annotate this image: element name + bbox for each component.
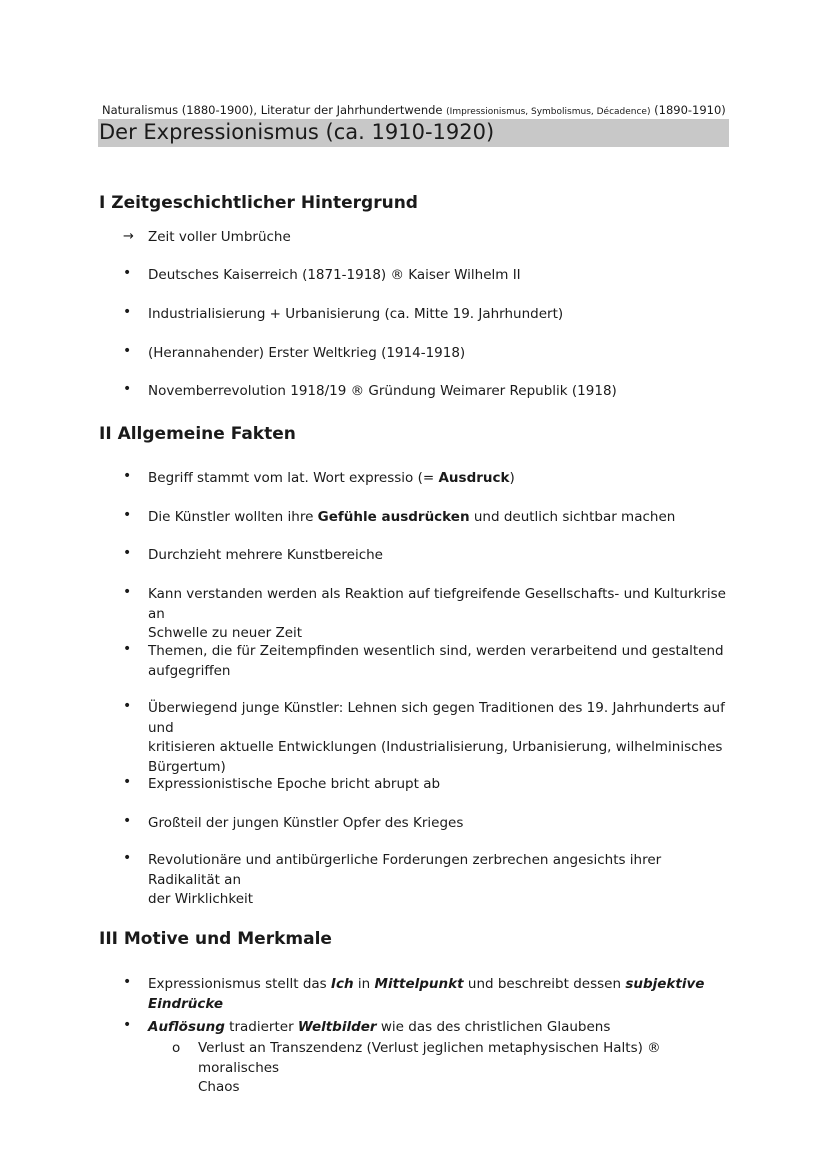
bullet-icon: • [123,265,132,281]
list-item: Auflösung tradierter Weltbilder wie das des christlichen Glaubens [148,1019,611,1035]
list-item: Großteil der jungen Künstler Opfer des Krieges [148,815,464,831]
list-item: Themen, die für Zeitempfinden wesentlich sind, werden verarbeitend und gestaltend aufgegriffen [148,643,724,679]
list-item: Durchzieht mehrere Kunstbereiche [148,547,383,563]
list-item: Begriff stammt vom lat. Wort expressio (= Ausdruck) [148,470,515,486]
section-heading-2: II Allgemeine Fakten [99,424,296,444]
list-item: Überwiegend junge Künstler: Lehnen sich gegen Traditionen des 19. Jahrhunderts auf und kritisieren aktuelle Entwicklungen (Industrialisierung, Urbanisierung, wilhelminisches Bürgertum) [148,700,725,775]
section-heading-3: III Motive und Merkmale [99,929,332,949]
bullet-icon: • [123,698,132,714]
list-item: Industrialisierung + Urbanisierung (ca. Mitte 19. Jahrhundert) [148,306,564,322]
sub-bullet-icon: o [172,1040,181,1056]
bullet-icon: • [123,468,132,484]
page-title: Der Expressionismus (ca. 1910-1920) [99,120,495,144]
list-item: Expressionismus stellt das Ich in Mittelpunkt und beschreibt dessen subjektive Eindrücke [148,976,705,1012]
bullet-icon: • [123,507,132,523]
bullet-icon: • [123,584,132,600]
breadcrumb-text: Naturalismus (1880-1900), Literatur der Jahrhundertwende [102,103,447,117]
list-item: Novemberrevolution 1918/19 ® Gründung Weimarer Republik (1918) [148,383,617,399]
bullet-icon: • [123,343,132,359]
bullet-icon: • [123,974,132,990]
list-item: Expressionistische Epoche bricht abrupt ab [148,776,441,792]
sub-list-item: Verlust an Transzendenz (Verlust jeglichen metaphysischen Halts) ® moralisches Chaos [198,1040,661,1095]
list-item: Die Künstler wollten ihre Gefühle ausdrücken und deutlich sichtbar machen [148,509,676,525]
arrow-icon: → [123,229,134,244]
list-item: Zeit voller Umbrüche [148,229,291,245]
breadcrumb-years: (1890-1910) [650,103,726,117]
list-item: Deutsches Kaiserreich (1871-1918) ® Kaiser Wilhelm II [148,267,521,283]
list-item: (Herannahender) Erster Weltkrieg (1914-1918) [148,345,466,361]
bullet-icon: • [123,381,132,397]
breadcrumb-subtext: (Impressionismus, Symbolismus, Décadence) [446,107,651,117]
bullet-icon: • [123,850,132,866]
bullet-icon: • [123,545,132,561]
epoch-breadcrumb [102,103,726,117]
section-heading-1: I Zeitgeschichtlicher Hintergrund [99,193,418,213]
bullet-icon: • [123,304,132,320]
list-item: Kann verstanden werden als Reaktion auf tiefgreifende Gesellschafts- und Kulturkrise an Schwelle zu neuer Zeit [148,586,726,641]
bullet-icon: • [123,1017,132,1033]
bullet-icon: • [123,641,132,657]
list-item: Revolutionäre und antibürgerliche Forderungen zerbrechen angesichts ihrer Radikalität an der Wirklichkeit [148,852,662,907]
bullet-icon: • [123,774,132,790]
bullet-icon: • [123,813,132,829]
